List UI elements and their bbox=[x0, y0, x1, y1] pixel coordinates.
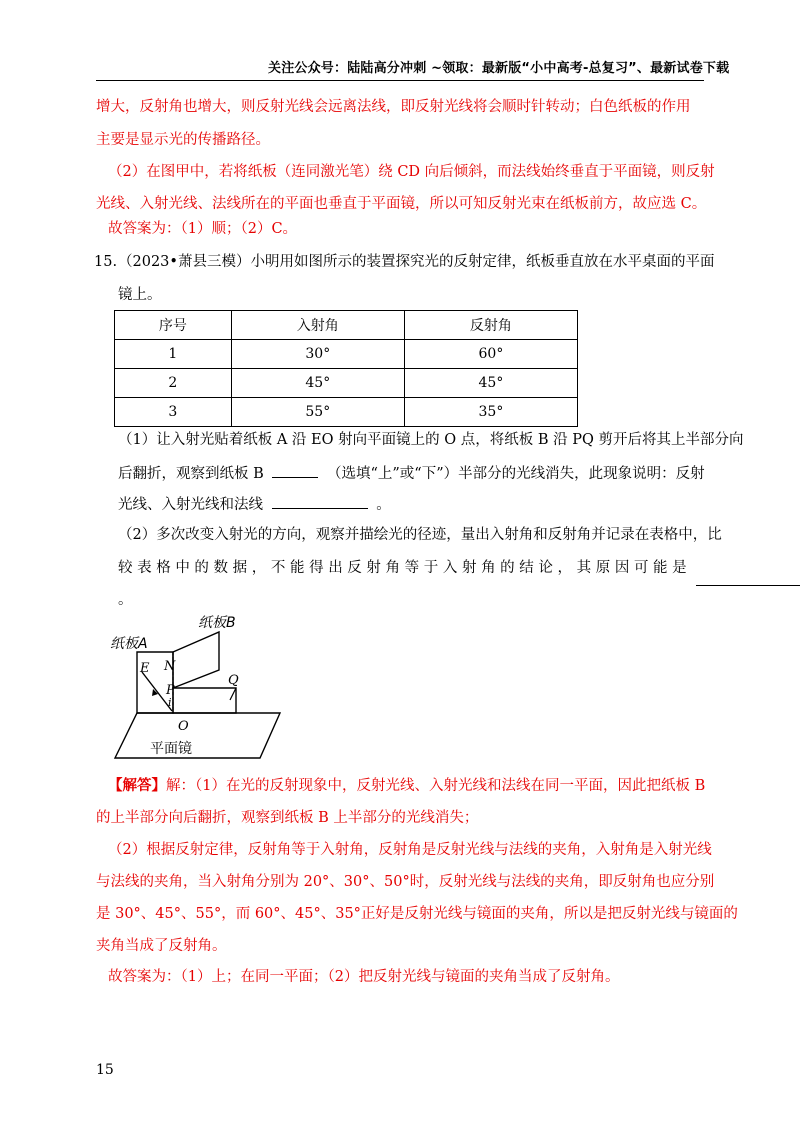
board-b-upper bbox=[173, 632, 219, 688]
answer-line: 故答案为：（1）顺；（2）C。 bbox=[108, 221, 298, 237]
table-cell: 3 bbox=[115, 398, 232, 427]
answer-blank[interactable] bbox=[272, 494, 368, 509]
board-b-lower bbox=[173, 688, 236, 713]
answer-line: 增大，反射角也增大，则反射光线会远离法线，即反射光线将会顺时针转动；白色纸板的作用 bbox=[96, 99, 691, 115]
table-row bbox=[115, 369, 578, 398]
question-part: 。 bbox=[118, 592, 133, 608]
label-n: N bbox=[164, 659, 176, 674]
solution-line: 的上半部分向后翻折，观察到纸板 B 上半部分的光线消失； bbox=[96, 810, 479, 826]
table-cell: 2 bbox=[115, 369, 232, 398]
question-text: 。 bbox=[376, 497, 391, 513]
question-part bbox=[118, 494, 391, 515]
table-cell: 30° bbox=[231, 340, 404, 369]
table-row bbox=[115, 398, 578, 427]
solution-line bbox=[108, 776, 705, 796]
page-number: 15 bbox=[96, 1062, 114, 1078]
solution-line: （2）根据反射定律，反射角等于入射角，反射角是反射光线与法线的夹角，入射角是入射光线 bbox=[108, 842, 712, 858]
data-table bbox=[114, 310, 578, 427]
table-header-row bbox=[115, 311, 578, 340]
edge-line bbox=[230, 688, 236, 700]
question-part: （2）多次改变入射光的方向，观察并描绘光的径迹，量出入射角和反射角并记录在表格中，比 bbox=[118, 527, 722, 543]
page-header: 关注公众号：陆陆高分冲刺 ~领取：最新版“小中高考-总复习”、最新试卷下载 bbox=[268, 61, 730, 76]
table-cell: 45° bbox=[404, 369, 577, 398]
table-cell: 55° bbox=[231, 398, 404, 427]
table-cell: 35° bbox=[404, 398, 577, 427]
mirror-plane bbox=[115, 713, 280, 758]
label-mirror: 平面镜 bbox=[150, 741, 192, 757]
answer-blank[interactable] bbox=[272, 463, 318, 478]
solution-line: 故答案为：（1）上；在同一平面；（2）把反射光线与镜面的夹角当成了反射角。 bbox=[108, 969, 620, 985]
table-row bbox=[115, 340, 578, 369]
answer-line: （2）在图甲中，若将纸板（连同激光笔）绕 CD 向后倾斜，而法线始终垂直于平面镜，则反射 bbox=[108, 164, 715, 180]
solution-text: 解：（1）在光的反射现象中，反射光线、入射光线和法线在同一平面，因此把纸板 B bbox=[166, 778, 706, 794]
question-text: 后翻折，观察到纸板 B bbox=[118, 466, 264, 482]
label-q: Q bbox=[228, 673, 239, 688]
question-text: 光线、入射光线和法线 bbox=[118, 497, 263, 513]
table-cell: 60° bbox=[404, 340, 577, 369]
label-board-a: 纸板A bbox=[110, 636, 148, 652]
question-stem: 镜上。 bbox=[118, 287, 162, 303]
question-part: （1）让入射光贴着纸板 A 沿 EO 射向平面镜上的 O 点，将纸板 B 沿 PQ 剪开后将其上半部分向 bbox=[118, 432, 744, 448]
table-header-cell: 反射角 bbox=[404, 311, 577, 340]
solution-tag: 【解答】 bbox=[108, 777, 166, 794]
question-part: 较 表 格 中 的 数 据 ， 不 能 得 出 反 射 角 等 于 入 射 角 的 结 论 ， 其 原 因 可 能 是 bbox=[118, 560, 687, 576]
solution-line: 是 30°、45°、55°，而 60°、45°、35°正好是反射光线与镜面的夹角，所以是把反射光线与镜面的 bbox=[96, 906, 738, 922]
header-divider bbox=[96, 80, 704, 81]
answer-blank[interactable] bbox=[696, 571, 800, 586]
solution-line: 与法线的夹角，当入射角分别为 20°、30°、50°时，反射光线与法线的夹角，即反射角也应分别 bbox=[96, 874, 715, 890]
table-cell: 45° bbox=[231, 369, 404, 398]
question-stem: （2023•萧县三模）小明用如图所示的装置探究光的反射定律，纸板垂直放在水平桌面的平面 bbox=[118, 254, 715, 270]
table-header-cell: 序号 bbox=[115, 311, 232, 340]
solution-line: 夹角当成了反射角。 bbox=[96, 938, 227, 954]
question-text: （选填“上”或“下”）半部分的光线消失，此现象说明：反射 bbox=[326, 466, 705, 482]
reflection-diagram bbox=[110, 610, 290, 770]
label-p: P bbox=[166, 683, 175, 698]
label-board-b: 纸板B bbox=[198, 615, 236, 631]
answer-line: 光线、入射光线、法线所在的平面也垂直于平面镜，所以可知反射光束在纸板前方，故应选 C。 bbox=[96, 196, 707, 212]
table-header-cell: 入射角 bbox=[231, 311, 404, 340]
table-cell: 1 bbox=[115, 340, 232, 369]
question-number: 15. bbox=[94, 254, 118, 270]
label-i: i bbox=[168, 696, 172, 709]
label-e: E bbox=[140, 661, 150, 676]
label-o: O bbox=[178, 719, 189, 734]
question-part bbox=[118, 463, 705, 484]
answer-line: 主要是显示光的传播路径。 bbox=[96, 132, 270, 148]
